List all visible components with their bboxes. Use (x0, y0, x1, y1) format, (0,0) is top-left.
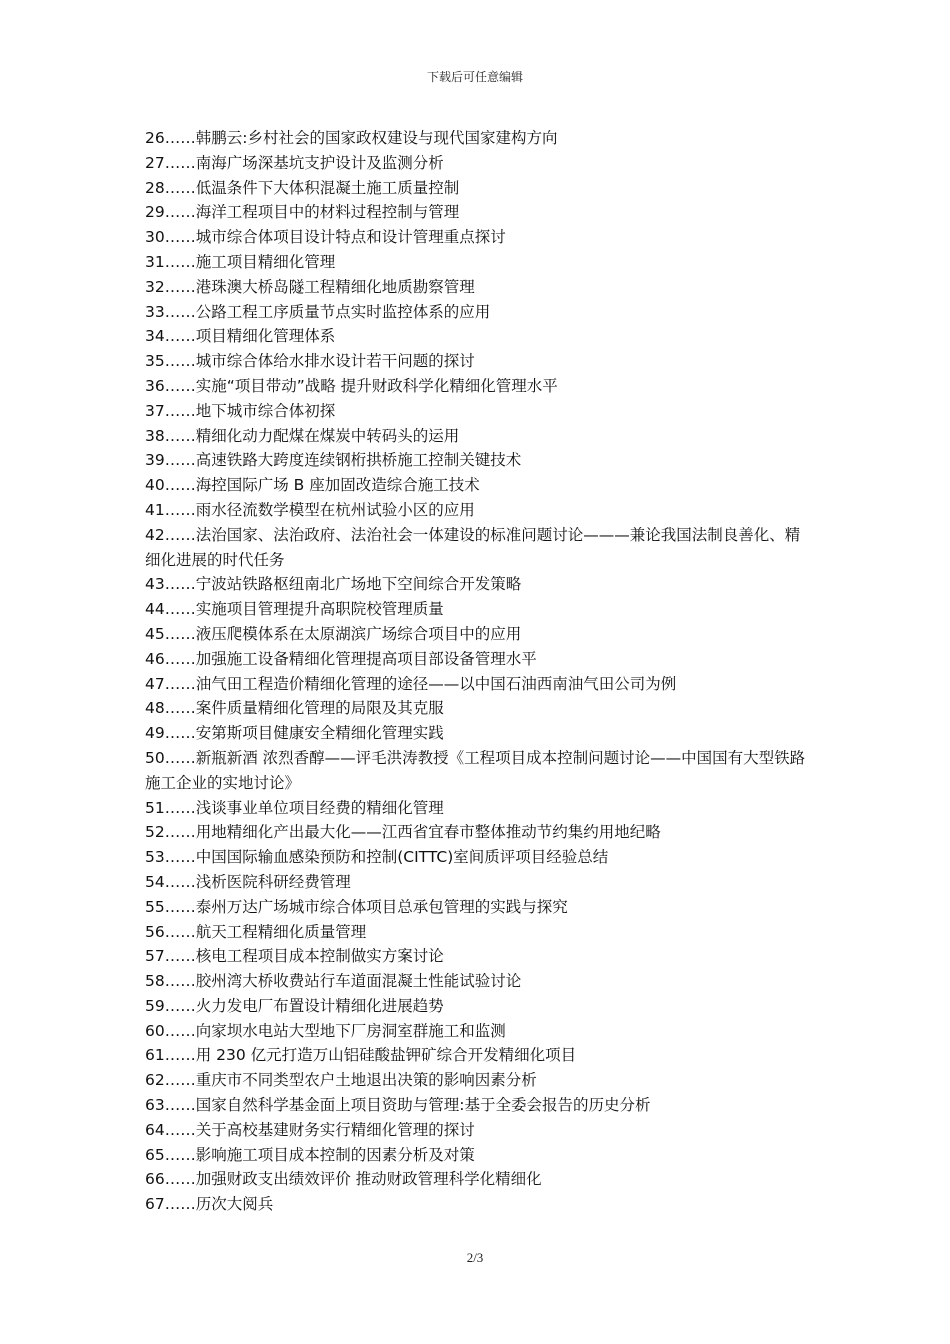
list-item: 57……核电工程项目成本控制做实方案讨论 (145, 947, 444, 966)
list-item: 36……实施“项目带动”战略 提升财政科学化精细化管理水平 (145, 376, 558, 395)
list-item: 32……港珠澳大桥岛隧工程精细化地质勘察管理 (145, 277, 475, 296)
list-item: 48……案件质量精细化管理的局限及其克服 (145, 699, 444, 718)
list-item: 67……历次大阅兵 (145, 1195, 274, 1214)
list-item: 60……向家坝水电站大型地下厂房洞室群施工和监测 (145, 1021, 506, 1040)
list-item: 51……浅谈事业单位项目经费的精细化管理 (145, 798, 444, 817)
list-item: 49……安第斯项目健康安全精细化管理实践 (145, 724, 444, 743)
list-item: 37……地下城市综合体初探 (145, 401, 336, 420)
list-item: 44……实施项目管理提升高职院校管理质量 (145, 600, 444, 619)
list-item: 61……用 230 亿元打造万山铝硅酸盐钾矿综合开发精细化项目 (145, 1046, 577, 1065)
list-item: 56……航天工程精细化质量管理 (145, 922, 367, 941)
list-item: 47……油气田工程造价精细化管理的途径——以中国石油西南油气田公司为例 (145, 674, 677, 693)
list-item: 41……雨水径流数学模型在杭州试验小区的应用 (145, 500, 475, 519)
list-item: 50……新瓶新酒 浓烈香醇——评毛洪涛教授《工程项目成本控制问题讨论——中国国有大型铁路施工企业的实地讨论》 (145, 748, 806, 792)
list-item: 45……液压爬模体系在太原湖滨广场综合项目中的应用 (145, 624, 522, 643)
list-item: 58……胶州湾大桥收费站行车道面混凝土性能试验讨论 (145, 972, 522, 991)
list-item: 55……泰州万达广场城市综合体项目总承包管理的实践与探究 (145, 897, 568, 916)
list-item: 62……重庆市不同类型农户土地退出决策的影响因素分析 (145, 1071, 537, 1090)
list-item: 40……海控国际广场 B 座加固改造综合施工技术 (145, 476, 480, 495)
list-item: 34……项目精细化管理体系 (145, 327, 336, 346)
list-item: 39……高速铁路大跨度连续钢桁拱桥施工控制关键技术 (145, 451, 522, 470)
list-item: 27……南海广场深基坑支护设计及监测分析 (145, 153, 444, 172)
list-item: 54……浅析医院科研经费管理 (145, 872, 351, 891)
list-item: 46……加强施工设备精细化管理提高项目部设备管理水平 (145, 649, 537, 668)
page-number: 2/3 (466, 1250, 484, 1265)
list-item: 53……中国国际输血感染预防和控制(CITTC)室间质评项目经验总结 (145, 848, 609, 867)
list-item: 38……精细化动力配煤在煤炭中转码头的运用 (145, 426, 460, 445)
list-item: 65……影响施工项目成本控制的因素分析及对策 (145, 1145, 475, 1164)
reference-list (145, 126, 810, 1217)
page-header: 下载后可任意编辑 (426, 70, 523, 84)
list-item: 42……法治国家、法治政府、法治社会一体建设的标准问题讨论———兼论我国法制良善化、精细化进展的时代任务 (145, 525, 801, 569)
list-item: 29……海洋工程项目中的材料过程控制与管理 (145, 203, 460, 222)
list-item: 63……国家自然科学基金面上项目资助与管理:基于全委会报告的历史分析 (145, 1096, 651, 1115)
list-item: 31……施工项目精细化管理 (145, 252, 336, 271)
list-item: 30……城市综合体项目设计特点和设计管理重点探讨 (145, 228, 506, 247)
list-item: 64……关于高校基建财务实行精细化管理的探讨 (145, 1120, 475, 1139)
list-item: 52……用地精细化产出最大化——江西省宜春市整体推动节约集约用地纪略 (145, 823, 661, 842)
list-item: 26……韩鹏云:乡村社会的国家政权建设与现代国家建构方向 (145, 129, 558, 147)
list-item: 66……加强财政支出绩效评价 推动财政管理科学化精细化 (145, 1170, 542, 1189)
list-item: 33……公路工程工序质量节点实时监控体系的应用 (145, 302, 491, 321)
list-item: 28……低温条件下大体积混凝土施工质量控制 (145, 178, 460, 197)
list-item: 43……宁波站铁路枢纽南北广场地下空间综合开发策略 (145, 575, 522, 594)
list-item: 35……城市综合体给水排水设计若干问题的探讨 (145, 352, 475, 371)
list-item: 59……火力发电厂布置设计精细化进展趋势 (145, 996, 444, 1015)
